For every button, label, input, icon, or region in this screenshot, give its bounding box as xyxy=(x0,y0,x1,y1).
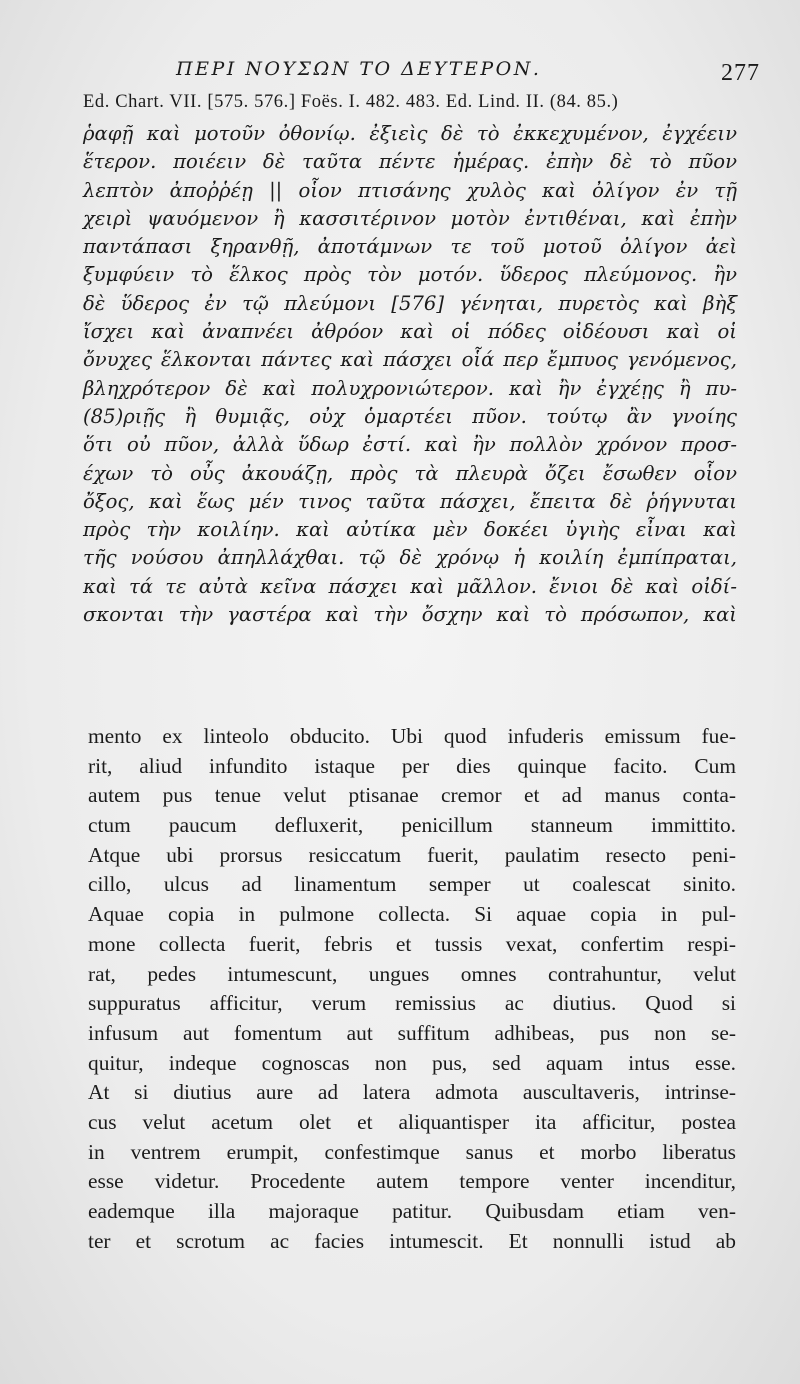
latin-line: rat, pedes intumescunt, ungues omnes contrahuntur, velut xyxy=(88,961,736,986)
latin-line: in ventrem erumpit, confestimque sanus et morbo liberatus xyxy=(88,1139,736,1164)
greek-line: καὶ τά τε αὐτὰ κεῖνα πάσχει καὶ μᾶλλον. ἔνιοι δὲ καὶ οἰδί- xyxy=(83,574,737,598)
greek-line: ἴσχει καὶ ἀναπνέει ἀθρόον καὶ οἱ πόδες οἰδέουσι καὶ οἱ xyxy=(83,320,737,344)
greek-line: τῆς νούσου ἀπηλλάχθαι. τῷ δὲ χρόνῳ ἡ κοιλίη ἐμπίπραται, xyxy=(83,546,737,570)
edition-references: Ed. Chart. VII. [575. 576.] Foës. I. 482. 483. Ed. Lind. II. (84. 85.) xyxy=(83,92,619,112)
greek-line: ὄξος, καὶ ἕως μέν τινος ταῦτα πάσχει, ἔπειτα δὲ ῥήγνυται xyxy=(83,489,737,513)
greek-line: (85)ριῇς ἢ θυμιᾷς, οὐχ ὁμαρτέει πῦον. τούτῳ ἂν γνοίης xyxy=(83,404,737,428)
latin-line: suppuratus afficitur, verum remissius ac diutius. Quod si xyxy=(88,991,736,1016)
latin-line: eademque illa majoraque patitur. Quibusdam etiam ven- xyxy=(88,1199,736,1223)
latin-line: infusum aut fomentum aut suffitum adhibeas, pus non se- xyxy=(88,1020,736,1045)
running-head: ΠΕΡΙ ΝΟΥΣΩΝ ΤΟ ΔΕΥΤΕΡΟΝ. xyxy=(176,58,542,80)
greek-line: παντάπασι ξηρανθῇ, ἀποτάμνων τε τοῦ μοτοῦ ὀλίγον ἀεὶ xyxy=(83,235,737,259)
greek-line: λεπτὸν ἀποῤῥέῃ || οἷον πτισάνης χυλὸς καὶ ὀλίγον ἐν τῇ xyxy=(83,178,737,202)
latin-line: cus velut acetum olet et aliquantisper ita afficitur, postea xyxy=(88,1109,736,1134)
greek-line: ἕτερον. ποιέειν δὲ ταῦτα πέντε ἡμέρας. ἐπὴν δὲ τὸ πῦον xyxy=(83,150,737,174)
greek-line: ῥαφῇ καὶ μοτοῦν ὀθονίῳ. ἐξιεὶς δὲ τὸ ἐκκεχυμένον, ἐγχέειν xyxy=(83,122,737,145)
greek-line: πρὸς τὴν κοιλίην. καὶ αὐτίκα μὲν δοκέει ὑγιὴς εἶναι καὶ xyxy=(83,518,737,542)
latin-line: ter et scrotum ac facies intumescit. Et nonnulli istud ab xyxy=(88,1228,736,1253)
greek-line: βληχρότερον δὲ καὶ πολυχρονιώτερον. καὶ ἢν ἐγχέῃς ἢ πυ- xyxy=(83,376,737,400)
greek-line: ὄνυχες ἕλκονται πάντες καὶ πάσχει οἷά περ ἔμπυος γενόμενος, xyxy=(83,348,737,372)
page-header xyxy=(84,52,760,92)
latin-line: esse videtur. Procedente autem tempore venter incenditur, xyxy=(88,1169,736,1194)
latin-line: rit, aliud infundito istaque per dies quinque facito. Cum xyxy=(88,753,736,778)
page-number: 277 xyxy=(721,60,760,86)
latin-line: At si diutius aure ad latera admota auscultaveris, intrinse- xyxy=(88,1080,736,1105)
greek-line: ὅτι οὐ πῦον, ἀλλὰ ὕδωρ ἐστί. καὶ ἢν πολλὸν χρόνον προσ- xyxy=(83,433,737,457)
latin-line: Atque ubi prorsus resiccatum fuerit, paulatim resecto peni- xyxy=(88,842,736,867)
latin-line: ctum paucum defluxerit, penicillum stanneum immittito. xyxy=(88,813,736,838)
latin-line: cillo, ulcus ad linamentum semper ut coalescat sinito. xyxy=(88,872,736,897)
greek-line: ξυμφύειν τὸ ἕλκος πρὸς τὸν μοτόν. ὕδερος πλεύμονος. ἢν xyxy=(83,263,737,287)
latin-line: mento ex linteolo obducito. Ubi quod infuderis emissum fue- xyxy=(88,724,736,748)
latin-text-block xyxy=(88,722,736,1256)
latin-line: mone collecta fuerit, febris et tussis vexat, confertim respi- xyxy=(88,931,736,956)
greek-line: δὲ ὕδερος ἐν τῷ πλεύμονι [576] γένηται, πυρετὸς καὶ βὴξ xyxy=(83,291,737,315)
greek-line: σκονται τὴν γαστέρα καὶ τὴν ὄσχην καὶ τὸ πρόσωπον, καὶ xyxy=(83,603,737,627)
latin-line: autem pus tenue velut ptisanae cremor et ad manus conta- xyxy=(88,783,736,808)
latin-line: quitur, indeque cognoscas non pus, sed aquam intus esse. xyxy=(88,1050,736,1075)
latin-line: Aquae copia in pulmone collecta. Si aquae copia in pul- xyxy=(88,902,736,927)
greek-line: χειρὶ ψαυόμενον ἢ κασσιτέρινον μοτὸν ἐντιθέναι, καὶ ἐπὴν xyxy=(83,206,737,230)
greek-line: έχων τὸ οὖς ἀκουάζῃ, πρὸς τὰ πλευρὰ ὄζει ἔσωθεν οἷον xyxy=(83,461,737,485)
greek-text-block xyxy=(83,120,737,629)
